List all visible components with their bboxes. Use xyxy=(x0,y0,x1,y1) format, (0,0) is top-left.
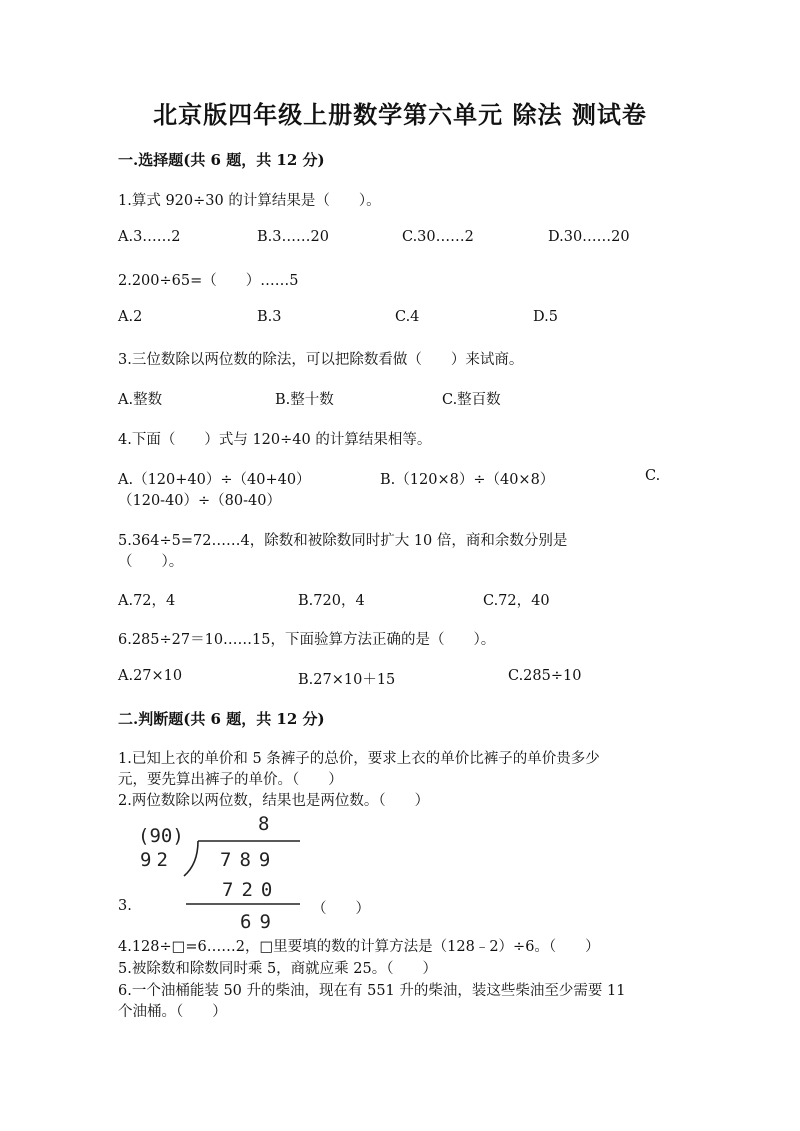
judgement-5: 5.被除数和除数同时乘 5，商就应乘 25。（ ） xyxy=(118,961,437,977)
option-1b: B.3……20 xyxy=(257,229,329,245)
option-4b: B.（120×8）÷（40×8） xyxy=(380,472,555,488)
option-4c-text: （120-40）÷（80-40） xyxy=(118,493,281,509)
quotient-text: 8 xyxy=(258,813,270,835)
option-3c: C.整百数 xyxy=(442,392,501,408)
page-title: 北京版四年级上册数学第六单元 除法 测试卷 xyxy=(153,100,647,129)
judgement-1-cont: 元，要先算出裤子的单价。（ ） xyxy=(118,772,343,788)
division-bracket xyxy=(184,841,198,876)
dividend-text: 789 xyxy=(220,849,279,871)
question-5-cont: （ ）。 xyxy=(118,554,184,570)
option-2d: D.5 xyxy=(533,309,558,325)
option-2c: C.4 xyxy=(395,309,420,325)
judgement-6-cont: 个油桶。（ ） xyxy=(118,1004,227,1020)
judgement-1: 1.已知上衣的单价和 5 条裤子的总价，要求上衣的单价比裤子的单价贵多少 xyxy=(118,751,600,767)
question-5: 5.364÷5=72……4，除数和被除数同时扩大 10 倍，商和余数分别是 xyxy=(118,533,568,549)
judgement-4: 4.128÷□=6……2，□里要填的数的计算方法是（128﹣2）÷6。（ ） xyxy=(118,939,600,955)
estimate-text: (90) xyxy=(138,825,184,847)
option-6b: B.27×10＋15 xyxy=(298,672,396,688)
option-6c: C.285÷10 xyxy=(508,668,582,684)
option-1d: D.30……20 xyxy=(548,229,630,245)
question-1: 1.算式 920÷30 的计算结果是（ ）。 xyxy=(118,193,381,209)
option-2a: A.2 xyxy=(118,309,143,325)
option-5a: A.72，4 xyxy=(118,593,176,609)
judgement-3-blank: （ ） xyxy=(312,901,370,917)
option-3b: B.整十数 xyxy=(275,392,334,408)
option-5b: B.720，4 xyxy=(298,593,365,609)
judgement-6: 6.一个油桶能装 50 升的柴油，现在有 551 升的柴油，装这些柴油至少需要 11 xyxy=(118,983,626,999)
option-4c-label: C. xyxy=(645,468,661,484)
option-5c: C.72，40 xyxy=(483,593,550,609)
option-1c: C.30……2 xyxy=(402,229,474,245)
judgement-2: 2.两位数除以两位数，结果也是两位数。（ ） xyxy=(118,793,430,809)
option-3a: A.整数 xyxy=(118,392,163,408)
product-text: 720 xyxy=(222,879,281,901)
remainder-text: 69 xyxy=(240,911,279,933)
question-6: 6.285÷27＝10……15，下面验算方法正确的是（ ）。 xyxy=(118,632,496,648)
long-division-figure xyxy=(128,808,358,938)
section-header-judgement: 二.判断题(共 6 题，共 12 分) xyxy=(118,710,325,728)
question-2: 2.200÷65=（ ）……5 xyxy=(118,273,299,289)
section-header-choice: 一.选择题(共 6 题，共 12 分) xyxy=(118,151,325,169)
option-6a: A.27×10 xyxy=(118,668,183,684)
question-3: 3.三位数除以两位数的除法，可以把除数看做（ ）来试商。 xyxy=(118,352,524,368)
divisor-text: 92 xyxy=(140,849,173,871)
option-1a: A.3……2 xyxy=(118,229,181,245)
option-2b: B.3 xyxy=(257,309,282,325)
question-4: 4.下面（ ）式与 120÷40 的计算结果相等。 xyxy=(118,432,432,448)
judgement-3: 3. xyxy=(118,898,132,914)
option-4a: A.（120+40）÷（40+40） xyxy=(118,472,311,488)
